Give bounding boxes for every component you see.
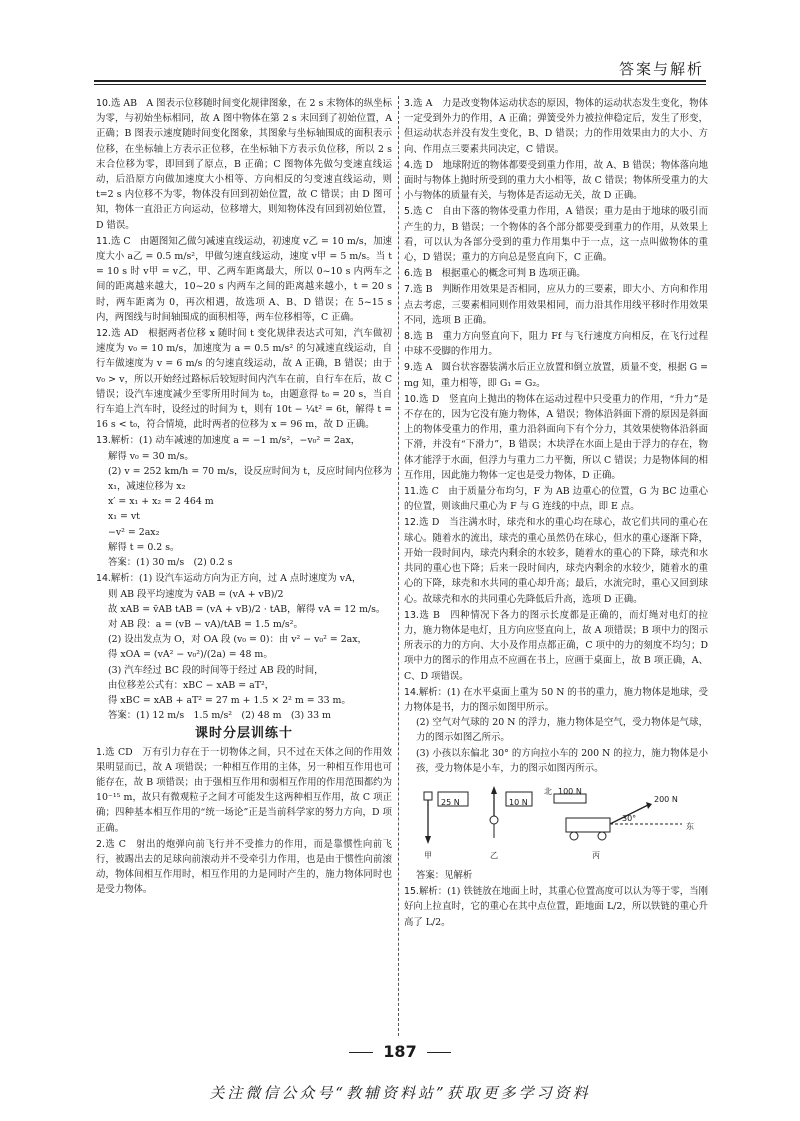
answer-item [404, 884, 708, 930]
explanation-line: 由位移差公式有：xBC − xAB = aT²， [108, 679, 275, 691]
item-number: 7. [404, 284, 413, 296]
answer-item [404, 515, 708, 606]
answer-line: 答案：(1) 12 m/s 1.5 m/s² (2) 48 m (3) 33 m [108, 710, 331, 722]
answer-item [96, 571, 392, 723]
item-number: 12. [404, 517, 419, 529]
answer-item [96, 745, 392, 836]
explanation-line: 解析：(1) 在水平桌面上重为 50 N 的书的重力，施力物体是地球，受力物体是书，力的图示如图甲所示。 [404, 686, 709, 713]
item-number: 14. [96, 573, 111, 585]
item-number: 12. [96, 328, 111, 340]
bing-east-label: 东 [686, 821, 694, 831]
answer-item [404, 282, 708, 328]
answer-line: 答案：见解析 [416, 869, 473, 881]
item-number: 11. [96, 235, 111, 247]
explanation-line: 选 A 圆台状容器装满水后正立放置和倒立放置，质量不变，根据 G = mg 知，重力相等，即 G₁ = G₂。 [404, 362, 708, 389]
right-column [404, 96, 708, 931]
answer-item [404, 685, 708, 776]
item-number: 4. [404, 159, 413, 171]
header-rule-thin [94, 84, 706, 85]
answer-item [404, 96, 708, 157]
bing-force-label: 200 N [654, 794, 678, 804]
item-number: 6. [404, 268, 413, 280]
explanation-line: 选 B 四种情况下各力的图示长度都是正确的，而灯绳对电灯的拉力，施力物体是电灯，且方向应竖直向上，故 A 项错误；B 项中力的图示所表示的力的方向、大小及作用点都正确，C 项中的力的刻度不均匀；D 项中力的图示的作用点不应画在书上，应画于桌面上，故 B 项正确，A、C、D 项错误。 [404, 609, 708, 682]
answer-line: 答案：(1) 30 m/s (2) 0.2 s [108, 557, 233, 569]
item-number: 10. [404, 393, 419, 405]
answer-item [404, 360, 708, 390]
explanation-line: (2) 空气对气球的 20 N 的浮力，施力物体是空气，受力物体是气球，力的图示如图乙所示。 [416, 717, 708, 744]
answer-item [404, 204, 708, 265]
explanation-line: 选 D 地球附近的物体都要受到重力作用，故 A、B 错误；物体落向地面时与物体上抛时所受到的重力大小相等，故 C 错误；物体所受重力的大小与物体的质量有关，与物体是否运动无关，故 D 正确。 [404, 159, 708, 202]
column-divider [398, 96, 399, 1036]
answer-item [96, 433, 395, 570]
answer-item [404, 158, 708, 204]
explanation-line: −v² = 2ax₂ [108, 526, 160, 538]
force-diagrams [416, 778, 708, 866]
explanation-line: 解析：(1) 铁链放在地面上时，其重心位置高度可以认为等于零，当刚好向上拉直时，它的重心在其中点位置，距地面 L/2，所以铁链的重心升高了 L/2。 [404, 886, 708, 928]
item-number: 14. [404, 686, 419, 698]
answer-item [96, 837, 392, 898]
explanation-line: (2) v = 252 km/h = 70 m/s，设反应时间为 t，反应时间内位移为 x₁，减速位移为 x₂ [108, 465, 395, 493]
item-number: 15. [404, 886, 419, 898]
explanation-line: (3) 小孩以东偏北 30° 的方向拉小车的 200 N 的拉力，施力物体是小孩，受力物体是小车，力的图示如图丙所示。 [416, 747, 708, 774]
footer-note: 关注微信公众号“教辅资料站”获取更多学习资料 [209, 1084, 591, 1102]
header-rule [94, 80, 706, 82]
answer-item [404, 266, 708, 281]
jia-force-label: 25 N [441, 797, 460, 807]
answer-item [96, 234, 392, 325]
bing-north-label: 北 [544, 786, 552, 796]
explanation-line: 选 AD 根据两者位移 x 随时间 t 变化规律表达式可知，汽车做初速度为 v₀ = 10 m/s，加速度为 a = 0.5 m/s² 的匀减速直线运动，自行车做速度为 v = 6 m/s 的匀速直线运动，故 A 正确，B 错误；由于 v₀ > v，所以开始经过路标后较短时间内汽车在前，自行车在后，故 C 错误；设汽车速度减少至零所用时间为 t₀，由题意得 t₀ = 20 s，当自行车追上汽车时，设经过的时间为 t，则有 10t − ¼t² = 6t，解得 t = 16 s < t₀，符合情境，此时两者的位移为 x = 96 m，故 D 正确。 [96, 328, 392, 431]
item-number: 13. [404, 609, 419, 621]
explanation-line: 则 AB 段平均速度为 v̄AB = (vA + vB)/2 [108, 588, 284, 600]
jia-caption: 甲 [424, 850, 432, 860]
left-column [96, 96, 395, 899]
figure-yi [490, 786, 532, 838]
bing-caption: 丙 [592, 850, 600, 860]
explanation-line: 故 xAB = v̄AB tAB = (vA + vB)/2 · tAB，解得 vA = 12 m/s。 [108, 603, 386, 615]
page-number [0, 1042, 800, 1061]
item-number: 2. [96, 838, 105, 850]
answer-item [404, 484, 708, 514]
explanation-line: 选 B 根据重心的概念可判 B 选项正确。 [412, 268, 586, 280]
explanation-line: 选 C 由于质量分布均匀，F 为 AB 边重心的位置，G 为 BC 边重心的位置，则该曲尺重心为 F 与 G 连线的中点，即 E 点。 [404, 486, 708, 513]
yi-force-label: 10 N [509, 797, 528, 807]
item-number: 8. [404, 331, 413, 343]
item-number: 9. [404, 362, 413, 374]
explanation-line: 对 AB 段：a = (vB − vA)/tAB = 1.5 m/s²。 [108, 618, 303, 630]
explanation-line: 选 B 判断作用效果是否相同，应从力的三要素，即大小、方向和作用点去考虑，三要素相同则作用效果相同，而力沿其作用线平移时作用效果不同，选项 B 正确。 [404, 284, 708, 326]
answer-item [96, 96, 392, 233]
explanation-line: 选 B 重力方向竖直向下，阻力 Ff 与飞行速度方向相反，在飞行过程中球不受脚的作用力。 [404, 331, 708, 358]
explanation-line: 选 AB A 图表示位移随时间变化规律图象，在 2 s 末物体的纵坐标为零，与初始坐标相同，故 A 图中物体在第 2 s 末回到了初始位置，A 正确；B 图表示速度随时间变化图象，其图象与坐标轴围成的面积表示位移，在坐标轴上方表示正位移，在坐标轴下方表示负位移，所以 2 s 末合位移为零，即回到了原点，B 正确；C 图物体先做匀变速直线运动，后沿原方向做加速度大小相等、方向相反的匀变速直线运动，则 t=2 s 内位移不为零，物体没有回到初始位置，故 C 错误；由 D 图可知，物体一直沿正方向运动，位移增大，则知物体没有回到初始位置，D 错误。 [96, 98, 392, 231]
explanation-line: (3) 汽车经过 BC 段的时间等于经过 AB 段的时间， [108, 664, 324, 676]
explanation-line: 得 xBC = xAB + aT² = 27 m + 1.5 × 2² m = 33 m。 [108, 694, 351, 706]
explanation-line: 选 D 当注满水时，球壳和水的重心均在球心，故它们共同的重心在球心。随着水的流出，球壳的重心虽然仍在球心，但水的重心逐渐下降，开始一段时间内，球壳内剩余的水较多，随着水的重心的下降，球壳和水共同的重心也下降；后来一段时间内，球壳内剩余的水较少，随着水的重心的下降，球壳和水共同的重心却升高；最后，水流完时，重心又回到球心。故球壳和水的共同重心先降低后升高，选项 D 正确。 [404, 517, 708, 605]
explanation-line: 得 xOA = (vA² − v₀²)/(2a) = 48 m。 [108, 649, 273, 661]
item-number: 5. [404, 206, 413, 218]
explanation-line: (2) 设出发点为 O，对 OA 段 (v₀ = 0)：由 v² − v₀² = 2ax， [108, 634, 367, 646]
answer-item [404, 608, 708, 684]
answer-item [96, 326, 392, 432]
bing-scale-label: 100 N [558, 786, 582, 796]
explanation-line: x₁ = vt [108, 511, 140, 523]
bing-angle-label: 30° [622, 813, 637, 823]
page-number-text: 187 [383, 1042, 417, 1061]
explanation-line: 选 D 竖直向上抛出的物体在运动过程中只受重力的作用，“升力”是不存在的，因为它没有施力物体，A 错误；物体沿斜面下滑的原因是斜面上的物体受重力的作用，重力沿斜面向下有个分力，其效果使物体沿斜面下滑，并没有“下滑力”，B 错误；木块浮在水面上是由于浮力的存在，物体才能浮于水面，但浮力与重力二力平衡，所以 C 错误；力是物体间的相互作用，因此施力物体一定也是受力物体，D 正确。 [404, 393, 708, 481]
explanation-line: 选 C 射出的炮弹向前飞行并不受推力的作用，而是靠惯性向前飞行，被踢出去的足球向前滚动并不受牵引力作用，也是由于惯性向前滚动，物体间相互作用时，相互作用的力是同时产生的，施力物体同时也是受力物体。 [96, 838, 392, 896]
explanation-line: 选 C 由题图知乙做匀减速直线运动，初速度 v乙 = 10 m/s，加速度大小 a乙 = 0.5 m/s²，甲做匀速直线运动，速度 v甲 = 5 m/s。当 t = 10 s 时 v甲 = v乙，甲、乙两车距离最大，所以 0~10 s 内两车之间的距离越来越大，10~20 s 内两车之间的距离越来越小，t = 20 s 时，两车距离为 0，再次相遇，故选项 A、B、D 错误；在 5~15 s 内，两图线与时间轴围成的面积相等，两车位移相等，C 正确。 [96, 235, 392, 323]
explanation-line: x′ = x₁ + x₂ = 2 464 m [108, 496, 214, 508]
item-number: 10. [96, 98, 111, 109]
item-number: 3. [404, 98, 413, 109]
answer-item [404, 868, 708, 883]
page-header-title: 答案与解析 [618, 60, 704, 78]
section-title: 课时分层训练十 [194, 726, 293, 742]
item-number: 11. [404, 486, 419, 498]
explanation-line: 选 CD 万有引力存在于一切物体之间，只不过在天体之间的作用效果明显而已，故 A 项错误；一种相互作用的主体，另一种相互作用也可能存在，故 B 项错误；由于强相互作用和弱相互作用的作用范围都约为 10⁻¹⁵ m，故只有微观粒子之间才可能发生这两种相互作用，故 C 项正确；四种基本相互作用的“统一场论”正是当前科学家的努力方向，D 项正确。 [96, 746, 392, 834]
explanation-line: 解得 t = 0.2 s。 [108, 541, 180, 553]
item-number: 13. [96, 435, 111, 447]
item-number: 1. [96, 746, 105, 758]
answer-item [404, 329, 708, 359]
explanation-line: 解析：(1) 动车减速的加速度 a = −1 m/s²，−v₀² = 2ax， [110, 435, 361, 447]
explanation-line: 选 A 力是改变物体运动状态的原因，物体的运动状态发生变化，物体一定受到外力的作用，A 正确；弹簧受外力被拉伸稳定后，发生了形变，但运动状态并没有发生变化，B、D 错误；力的作用效果由力的大小、方向、作用点三要素共同决定，C 错误。 [404, 98, 708, 155]
answer-item [404, 392, 708, 483]
explanation-line: 解得 v₀ = 30 m/s。 [108, 450, 194, 462]
explanation-line: 选 C 自由下落的物体受重力作用，A 错误；重力是由于地球的吸引而产生的力，B 错误；一个物体的各个部分都要受到重力的作用，从效果上看，可以认为各部分受到的重力作用集中于一点，这一点叫做物体的重心，D 错误；重力的方向总是竖直向下，C 正确。 [404, 206, 708, 264]
yi-caption: 乙 [490, 850, 498, 860]
explanation-line: 解析：(1) 设汽车运动方向为正方向，过 A 点时速度为 vA， [110, 573, 362, 585]
